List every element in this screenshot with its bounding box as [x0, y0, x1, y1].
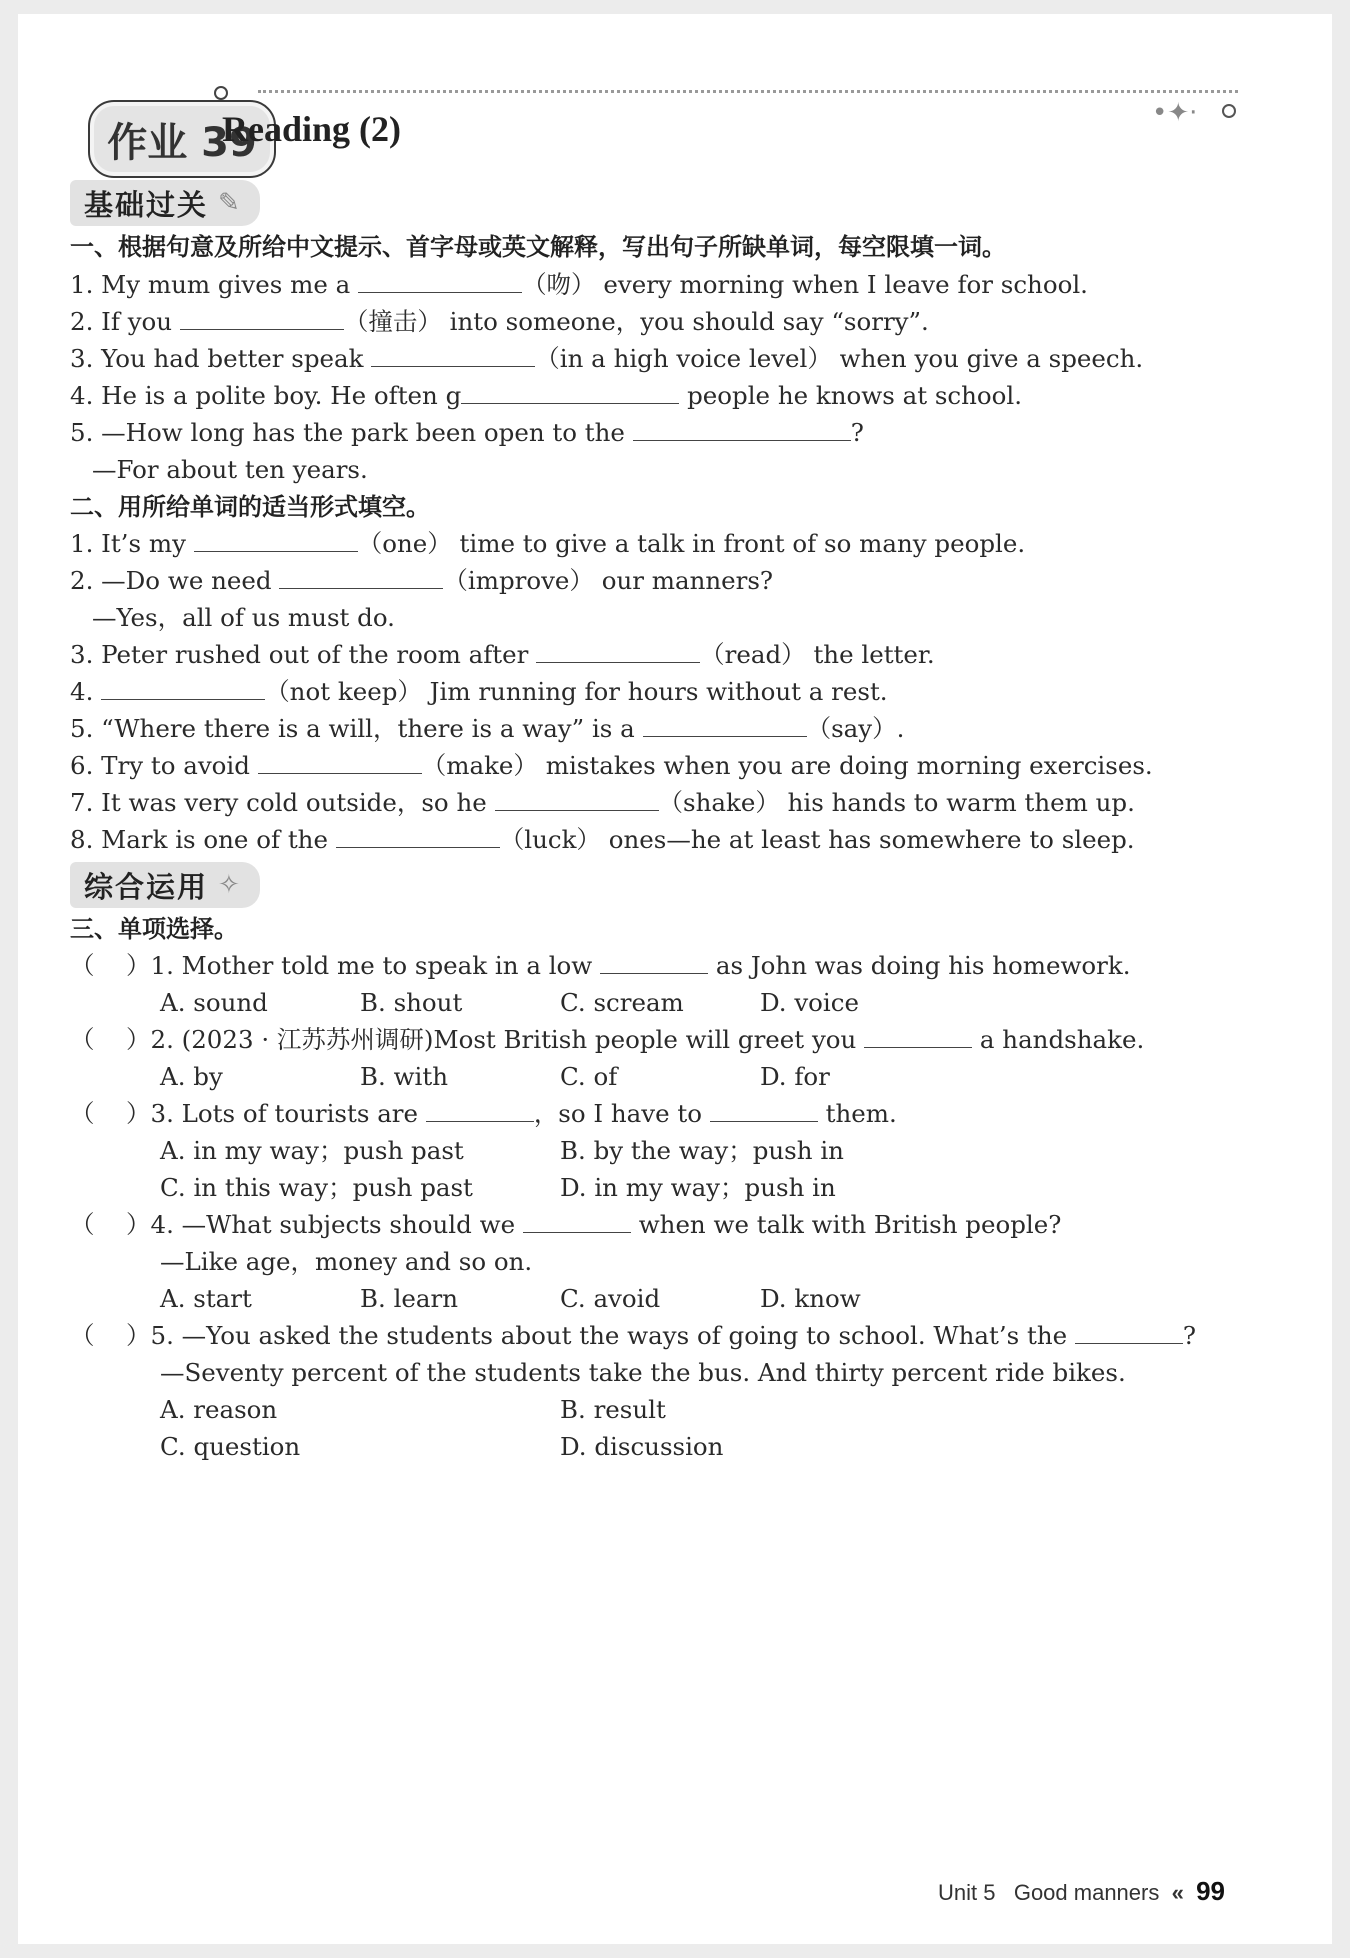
q-text: 6. Try to avoid	[70, 751, 250, 780]
part3-q1	[70, 951, 1131, 981]
part3-q2	[70, 1025, 1144, 1055]
option-b[interactable]: B. result	[560, 1395, 666, 1424]
q-text: ，so I have to	[533, 1099, 702, 1128]
answer-blank	[523, 1210, 631, 1233]
part2-q7	[70, 788, 1135, 818]
q-text: 2. —Do we need	[70, 566, 272, 595]
q-text: （say）.	[806, 714, 905, 743]
q-text: a handshake.	[979, 1025, 1145, 1054]
option-b[interactable]: B. by the way；push in	[560, 1136, 844, 1165]
q-text: ）3. Lots of tourists are	[126, 1099, 419, 1128]
page-title: Reading (2)	[222, 109, 401, 149]
answer-blank[interactable]	[194, 529, 358, 552]
sparkle-icon: •✦·	[1152, 98, 1198, 128]
part2-q3	[70, 640, 935, 670]
option-c[interactable]: C. in this way；push past	[160, 1173, 473, 1202]
footer-topic: Good manners	[1013, 1880, 1160, 1905]
option-b[interactable]: B. learn	[360, 1284, 459, 1313]
q-text: （one） time to give a talk in front of so many people.	[357, 529, 1026, 558]
part1-q2	[70, 307, 929, 337]
part3-q5-answer: —Seventy percent of the students take the bus. And thirty percent ride bikes.	[160, 1358, 1126, 1387]
answer-blank	[710, 1099, 818, 1122]
answer-blank[interactable]	[180, 307, 344, 330]
option-a[interactable]: A. by	[160, 1062, 223, 1091]
part1-q5-answer: —For about ten years.	[92, 455, 368, 484]
part1-q4	[70, 381, 1022, 411]
q-text: when we talk with British people?	[638, 1210, 1062, 1239]
part2-q6	[70, 751, 1153, 781]
part1-q3	[70, 344, 1143, 374]
part2-q8	[70, 825, 1135, 855]
answer-paren[interactable]: （	[70, 1099, 95, 1128]
q-text: ）4. —What subjects should we	[126, 1210, 516, 1239]
part1-q1	[70, 270, 1088, 300]
part3-heading: 三、单项选择。	[70, 915, 238, 943]
q-text: 3. Peter rushed out of the room after	[70, 640, 529, 669]
header-dotted-line	[258, 90, 1238, 93]
q-text: 1. My mum gives me a	[70, 270, 351, 299]
part3-q5	[70, 1321, 1196, 1351]
q-text: ?	[1182, 1321, 1197, 1350]
answer-blank[interactable]	[101, 677, 265, 700]
option-a[interactable]: A. in my way；push past	[160, 1136, 464, 1165]
answer-blank[interactable]	[358, 270, 522, 293]
pencil-icon: ✎	[218, 188, 242, 218]
part1-heading: 一、根据句意及所给中文提示、首字母或英文解释，写出句子所缺单词，每空限填一词。	[70, 233, 1006, 261]
option-a[interactable]: A. start	[160, 1284, 252, 1313]
part2-q2-answer: —Yes，all of us must do.	[92, 603, 395, 632]
option-b[interactable]: B. with	[360, 1062, 449, 1091]
q-text: （improve） our manners?	[443, 566, 774, 595]
q-text: （撞击） into someone，you should say “sorry”.	[343, 307, 929, 336]
answer-paren[interactable]: （	[70, 1025, 95, 1054]
q-text: （shake） his hands to warm them up.	[658, 788, 1135, 817]
answer-paren[interactable]: （	[70, 1210, 95, 1239]
answer-blank[interactable]	[279, 566, 443, 589]
double-chevron-left-icon: «	[1171, 1880, 1184, 1905]
answer-paren[interactable]: （	[70, 1321, 95, 1350]
option-c[interactable]: C. avoid	[560, 1284, 661, 1313]
sparkle-stars-icon: ✧	[218, 870, 242, 900]
answer-blank[interactable]	[258, 751, 422, 774]
q-text: （not keep） Jim running for hours without a rest.	[265, 677, 888, 706]
answer-paren[interactable]: （	[70, 951, 95, 980]
option-d[interactable]: D. know	[760, 1284, 861, 1313]
q-text: 5. —How long has the park been open to the	[70, 418, 625, 447]
answer-blank	[1075, 1321, 1183, 1344]
option-a[interactable]: A. reason	[160, 1395, 278, 1424]
answer-blank[interactable]	[371, 344, 535, 367]
option-a[interactable]: A. sound	[160, 988, 268, 1017]
section-tab-comprehensive	[70, 862, 260, 908]
part2-q1	[70, 529, 1025, 559]
page-footer	[938, 1876, 1225, 1907]
part2-q5	[70, 714, 904, 744]
option-d[interactable]: D. in my way；push in	[560, 1173, 836, 1202]
q-text: people he knows at school.	[687, 381, 1023, 410]
option-d[interactable]: D. for	[760, 1062, 830, 1091]
answer-blank[interactable]	[643, 714, 807, 737]
part1-q5	[70, 418, 864, 448]
part2-q2	[70, 566, 773, 596]
answer-blank[interactable]	[633, 418, 851, 441]
answer-blank	[864, 1025, 972, 1048]
q-text: as John was doing his homework.	[715, 951, 1131, 980]
header-circle-icon	[1222, 104, 1236, 118]
option-d[interactable]: D. discussion	[560, 1432, 724, 1461]
q-text: 7. It was very cold outside，so he	[70, 788, 487, 817]
section-tab-label: 综合运用	[84, 869, 209, 904]
page-number: 99	[1196, 1876, 1225, 1906]
answer-blank[interactable]	[536, 640, 700, 663]
section-tab-label: 基础过关	[84, 187, 209, 222]
q-text: （in a high voice level） when you give a speech.	[535, 344, 1144, 373]
answer-blank	[426, 1099, 534, 1122]
q-text: ）1. Mother told me to speak in a low	[126, 951, 593, 980]
footer-unit: Unit 5	[938, 1880, 996, 1905]
q-text: （吻） every morning when I leave for school.	[522, 270, 1088, 299]
option-c[interactable]: C. scream	[560, 988, 684, 1017]
section-tab-basic	[70, 180, 260, 226]
q-text: 8. Mark is one of the	[70, 825, 328, 854]
workbook-page	[18, 14, 1332, 1944]
q-text: 5. “Where there is a will，there is a way” is a	[70, 714, 635, 743]
q-text: ?	[850, 418, 864, 447]
q-text: （read） the letter.	[700, 640, 935, 669]
part3-q4	[70, 1210, 1061, 1240]
answer-blank[interactable]	[461, 381, 679, 404]
option-c[interactable]: C. of	[560, 1062, 618, 1091]
answer-blank[interactable]	[495, 788, 659, 811]
part2-heading: 二、用所给单词的适当形式填空。	[70, 493, 430, 521]
q-text: them.	[825, 1099, 897, 1128]
q-text: 2. If you	[70, 307, 173, 336]
homework-number: 作业 39	[107, 119, 257, 166]
q-text: （luck） ones—he at least has somewhere to sleep.	[499, 825, 1135, 854]
q-text: ）5. —You asked the students about the ways of going to school. What’s the	[126, 1321, 1068, 1350]
part2-q4	[70, 677, 888, 707]
part3-q3	[70, 1099, 897, 1129]
answer-blank[interactable]	[336, 825, 500, 848]
q-text: 3. You had better speak	[70, 344, 364, 373]
q-text: （make） mistakes when you are doing morning exercises.	[421, 751, 1153, 780]
badge-dot-icon	[214, 86, 228, 100]
option-d[interactable]: D. voice	[760, 988, 859, 1017]
option-b[interactable]: B. shout	[360, 988, 463, 1017]
q-text: 4. He is a polite boy. He often g	[70, 381, 462, 410]
option-c[interactable]: C. question	[160, 1432, 301, 1461]
q-text: ）2. (2023 · 江苏苏州调研)Most British people will greet you	[126, 1025, 857, 1054]
q-text: 4.	[70, 677, 94, 706]
part3-q4-answer: —Like age，money and so on.	[160, 1247, 533, 1276]
q-text: 1. It’s my	[70, 529, 186, 558]
answer-blank	[600, 951, 708, 974]
